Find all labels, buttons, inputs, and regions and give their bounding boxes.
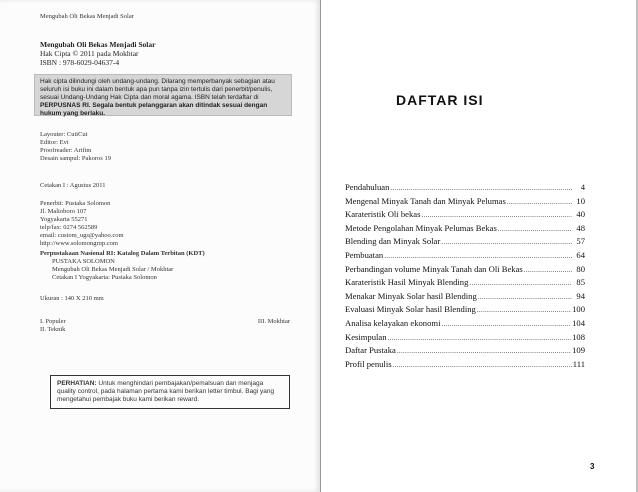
cip-block bbox=[40, 250, 300, 282]
toc-heading: DAFTAR ISI bbox=[396, 92, 484, 108]
credit-cover-design: Desain sampul: Pakoros 19 bbox=[40, 155, 111, 162]
toc-entry-page: 100 bbox=[572, 304, 585, 315]
toc-leader bbox=[524, 263, 572, 277]
toc-entry-page: 80 bbox=[576, 263, 585, 274]
toc-entry-page: 109 bbox=[572, 345, 585, 356]
publisher-street: Jl. Malioboro 107 bbox=[40, 208, 87, 215]
toc-entry-page: 4 bbox=[580, 182, 585, 192]
toc-entry[interactable] bbox=[345, 344, 585, 358]
cip-title: Perpustakaan Nasional RI: Katalog Dalam Terbitan (KDT) bbox=[40, 250, 205, 257]
credits-block bbox=[40, 131, 111, 163]
credit-proofreader: Proofreader: Arifim bbox=[40, 147, 92, 154]
toc-entry[interactable] bbox=[345, 331, 585, 345]
cip-line: Cetakan I Yogyakarta: Pustaka Solomon bbox=[52, 274, 157, 281]
book-title: Mengubah Oli Bekas Menjadi Solar bbox=[40, 40, 156, 49]
toc-entry[interactable] bbox=[345, 290, 585, 304]
table-of-contents bbox=[345, 181, 585, 371]
warning-text: Untuk menghindari pembajakan/pemalsuan dan menjaga quality control, pada halaman pertama kami berikan letter timbul. Bagi yang mengetahui pembajak buku kami berikan reward. bbox=[57, 380, 275, 403]
toc-entry-page: 48 bbox=[576, 222, 585, 233]
subject-item: II. Teknik bbox=[40, 326, 66, 333]
copyright-line: Hak Cipta © 2011 pada Mokhtar bbox=[40, 49, 139, 58]
toc-entry[interactable] bbox=[345, 208, 585, 222]
publisher-phone: telp/fax: 0274 562589 bbox=[40, 224, 98, 231]
page-number: 3 bbox=[590, 462, 595, 471]
running-header: Mengubah Oli Bekas Menjadi Solar bbox=[40, 13, 134, 20]
toc-entry-title: Karateristik Hasil Minyak Blending bbox=[345, 277, 469, 288]
copyright-notice-text: Hak cipta dilindungi oleh undang-undang. Dilarang memperbanyak sebagian atau seluruh isi buku ini dalam bentuk apa pun tanpa izin tertulis dari penerbit/penulis, sesuai Undang-Undang Hak Cipta dan moral agama. ISBN telah terdaftar di bbox=[40, 78, 275, 101]
toc-entry-page: 10 bbox=[576, 195, 585, 206]
subjects-block bbox=[40, 318, 290, 334]
toc-entry-title: Karateristik Oli bekas bbox=[345, 209, 421, 220]
subject-item: I. Populer bbox=[40, 318, 66, 325]
toc-entry[interactable] bbox=[345, 249, 585, 263]
toc-leader bbox=[397, 344, 571, 358]
toc-entry-title: Pembuatan bbox=[345, 249, 384, 260]
cip-line: Mengubah Oli Bekas Menjadi Solar / Mokhtar bbox=[52, 266, 174, 273]
toc-leader bbox=[469, 276, 572, 290]
copyright-notice-bold: PERPUSNAS RI. Segala bentuk pelanggaran akan ditindak sesuai dengan hukum yang berlaku. bbox=[40, 102, 268, 117]
toc-entry-title: Profil penulis bbox=[345, 358, 392, 369]
copyright-notice-box bbox=[34, 74, 292, 116]
toc-entry[interactable] bbox=[345, 181, 585, 195]
toc-leader bbox=[384, 249, 572, 263]
toc-leader bbox=[507, 195, 572, 209]
toc-entry-title: Kesimpulan bbox=[345, 331, 387, 342]
toc-entry-page: 40 bbox=[576, 209, 585, 220]
toc-entry-title: Pendahuluan bbox=[345, 182, 390, 192]
publisher-email: email: custom_ugs@yahoo.com bbox=[40, 232, 124, 239]
publisher-city: Yogyakarta 55271 bbox=[40, 216, 88, 223]
toc-entry[interactable] bbox=[345, 358, 585, 372]
credit-layouter: Layouter: CutiCut bbox=[40, 131, 88, 138]
size-line: Ukuran : 140 X 210 mm bbox=[40, 295, 104, 302]
toc-entry[interactable] bbox=[345, 303, 585, 317]
toc-entry[interactable] bbox=[345, 317, 585, 331]
toc-entry[interactable] bbox=[345, 222, 585, 236]
warning-notice bbox=[50, 375, 290, 409]
toc-leader bbox=[477, 303, 571, 317]
book-info bbox=[40, 40, 290, 67]
toc-entry-page: 85 bbox=[576, 277, 585, 288]
toc-entry[interactable] bbox=[345, 276, 585, 290]
publisher-name: Penerbit: Pustaka Solomon bbox=[40, 200, 111, 207]
toc-entry-page: 94 bbox=[576, 290, 585, 301]
toc-entry-page: 57 bbox=[576, 236, 585, 247]
publisher-block bbox=[40, 200, 124, 248]
cip-line: PUSTAKA SOLOMON bbox=[52, 258, 115, 265]
toc-leader bbox=[421, 208, 572, 222]
edition-line: Cetakan I : Agustus 2011 bbox=[40, 182, 106, 189]
toc-leader bbox=[441, 235, 572, 249]
credit-editor: Editor: Evi bbox=[40, 139, 69, 146]
toc-entry-page: 108 bbox=[572, 331, 585, 342]
toc-leader bbox=[441, 317, 571, 331]
warning-label: PERHATIAN: bbox=[57, 380, 97, 387]
subject-item: III. Mokhtar bbox=[257, 318, 290, 325]
toc-entry-title: Analisa kelayakan ekonomi bbox=[345, 317, 441, 328]
toc-entry[interactable] bbox=[345, 235, 585, 249]
toc-leader bbox=[393, 358, 572, 372]
isbn-line: ISBN : 978-6029-04637-4 bbox=[40, 58, 120, 67]
toc-entry[interactable] bbox=[345, 263, 585, 277]
toc-leader bbox=[388, 331, 572, 345]
toc-entry-page: 111 bbox=[572, 358, 585, 369]
toc-entry-title: Evaluasi Minyak Solar hasil Blending bbox=[345, 304, 476, 315]
toc-entry-page: 64 bbox=[576, 249, 585, 260]
toc-entry-title: Perbandingan volume Minyak Tanah dan Oli Bekas bbox=[345, 263, 523, 274]
toc-leader bbox=[498, 222, 572, 236]
toc-entry-title: Daftar Pustaka bbox=[345, 345, 396, 356]
toc-entry-title: Blending dan Minyak Solar bbox=[345, 236, 441, 247]
toc-entry[interactable] bbox=[345, 195, 585, 209]
toc-leader bbox=[478, 290, 572, 304]
toc-leader bbox=[390, 181, 572, 195]
toc-entry-title: Mengenal Minyak Tanah dan Minyak Pelumas bbox=[345, 195, 506, 206]
publisher-website: http://www.solomongrup.com bbox=[40, 240, 118, 247]
toc-entry-title: Metode Pengolahan Minyak Pelumas Bekas bbox=[345, 222, 497, 233]
toc-entry-title: Menakar Minyak Solar hasil Blending bbox=[345, 290, 477, 301]
toc-entry-page: 104 bbox=[572, 317, 585, 328]
